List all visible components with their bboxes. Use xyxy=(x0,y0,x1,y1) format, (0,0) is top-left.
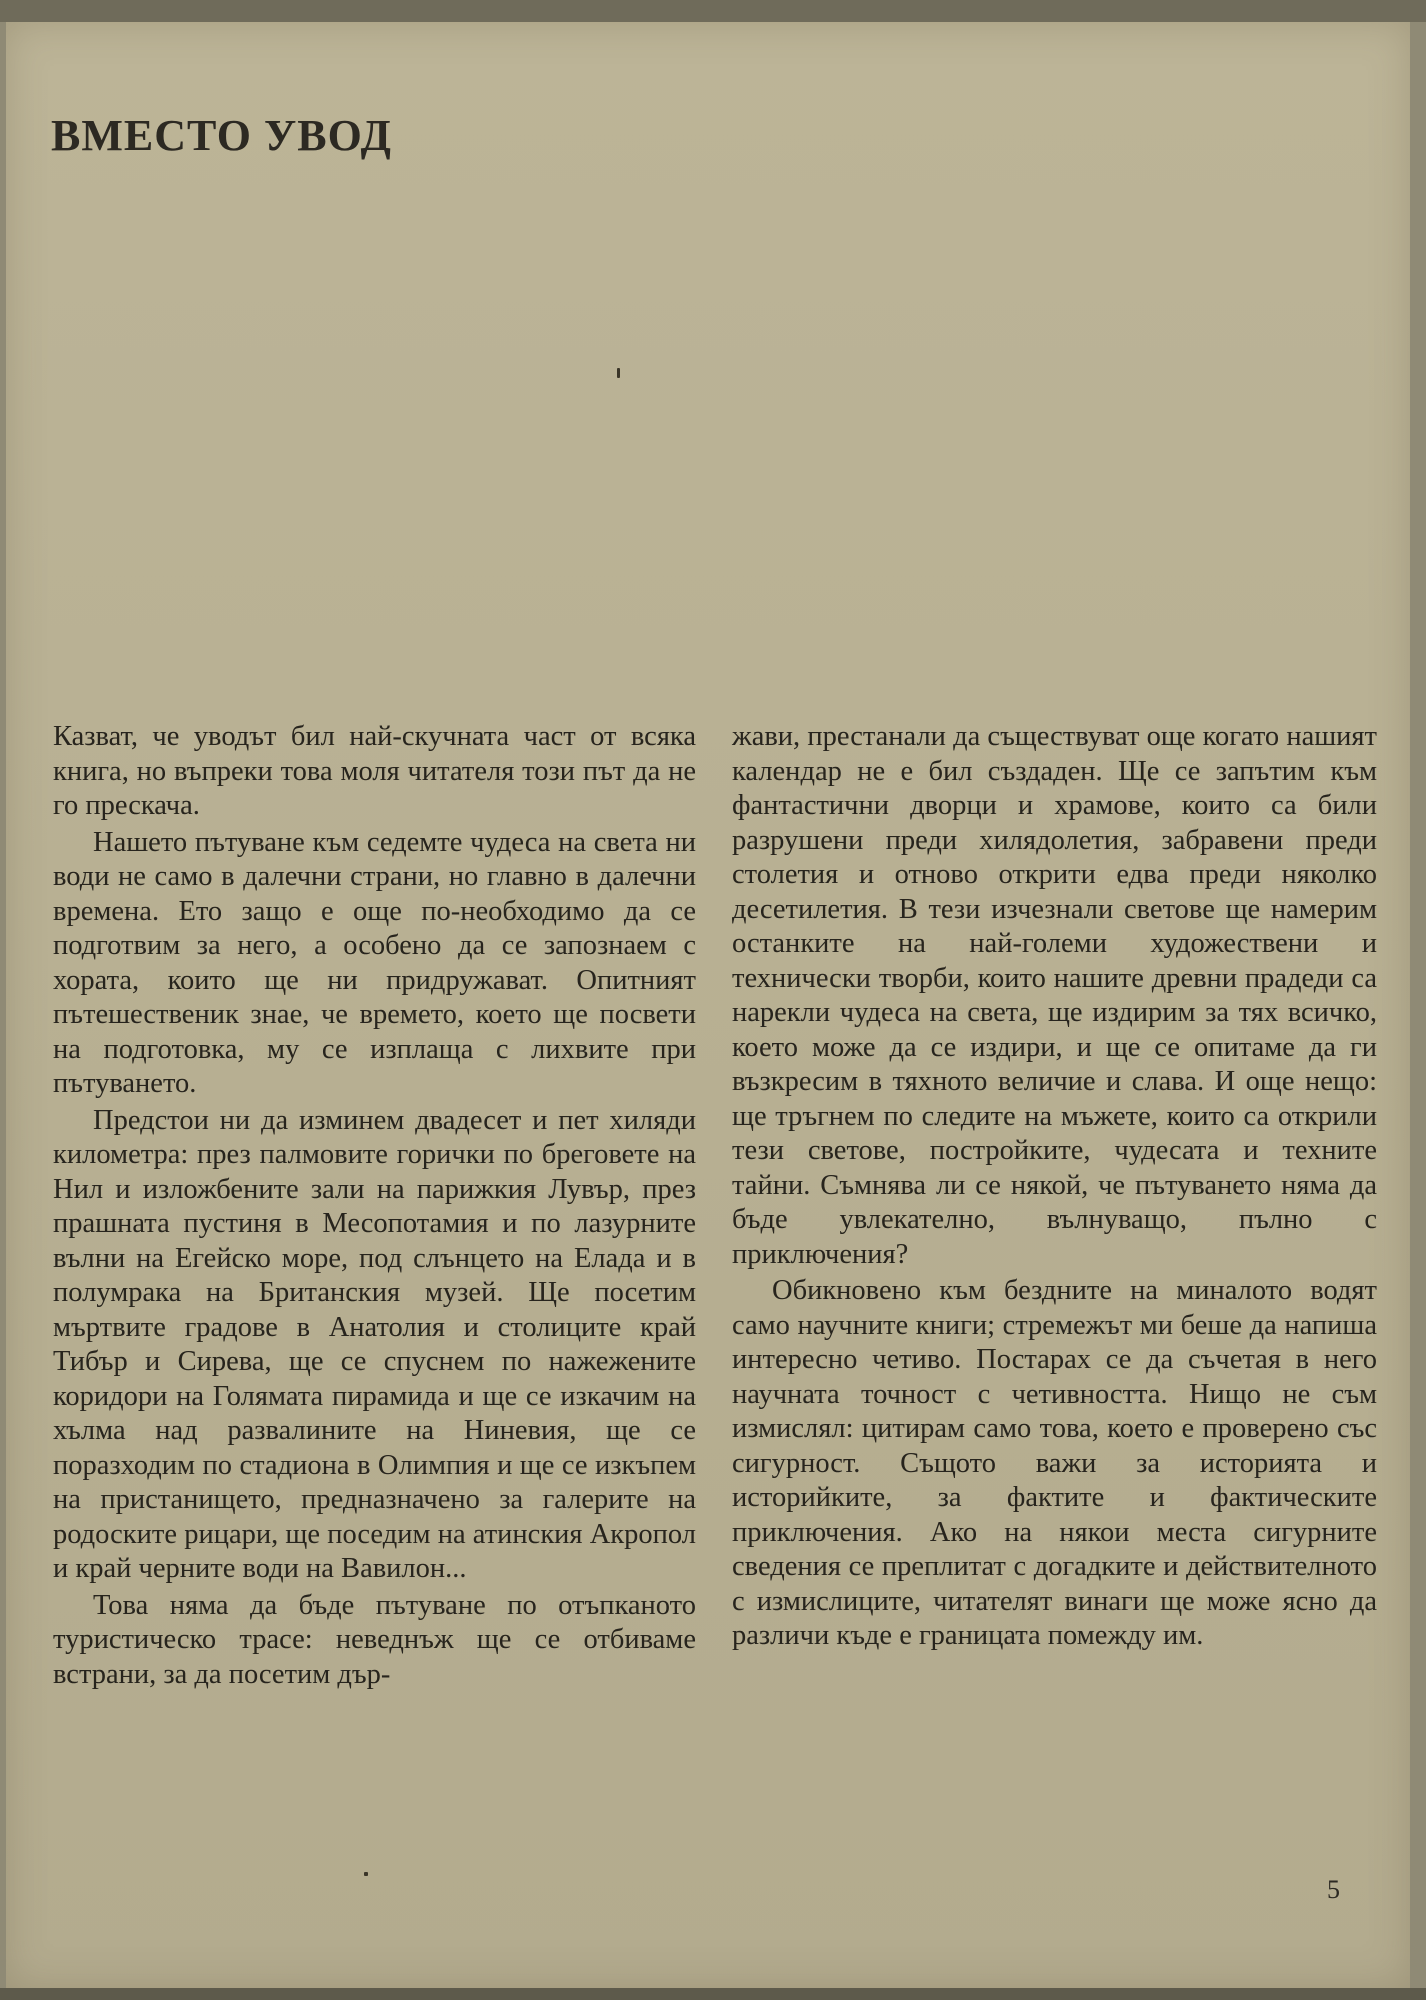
book-page xyxy=(6,22,1410,1988)
chapter-title: ВМЕСТО УВОД xyxy=(51,111,392,160)
ink-speck xyxy=(617,368,620,378)
paragraph: Това няма да бъде пътуване по отъпканото туристическо трасе: неведнъж ще се отбиваме встрани, за да посетим дър- xyxy=(53,1589,696,1690)
paragraph: Обикновено към бездните на миналото водят само научните книги; стремежът ми беше да напиша интересно четиво. Постарах се да съчетая в него научната точност с четивността. Нищо не съм измислял: цитирам само това, което е проверено със сигурност. Същото важи за историята и историйките, за фактите и фактическите приключения. Ако на някои места сигурните сведения се преплитат с догадките и действителното с измислиците, читателят винаги ще може ясно да различи къде е границата помежду им. xyxy=(732,1275,1377,1651)
ink-speck xyxy=(364,1872,368,1876)
left-text-column xyxy=(53,720,696,1694)
bottom-background-edge xyxy=(0,1988,1426,2000)
page-number: 5 xyxy=(1327,1875,1340,1904)
right-text-column xyxy=(732,720,1377,1656)
top-background-edge xyxy=(0,0,1426,22)
paragraph: Предстои ни да изминем двадесет и пет хиляди километра: през палмовите горички по бреговете на Нил и изложбените зали на парижкия Лувър, през прашната пустиня в Месопотамия и по лазурните вълни на Егейско море, под слънцето на Елада и в полумрака на Британския музей. Ще посетим мъртвите градове в Анатолия и столиците край Тибър и Сирева, ще се спуснем по нажежените коридори на Голямата пирамида и ще се изкачим на хълма над развалините на Ниневия, ще се поразходим по стадиона в Олимпия и ще се изкъпем на пристанището, предназначено за галерите на родоските рицари, ще поседим на атинския Акропол и край черните води на Вавилон... xyxy=(53,1104,696,1584)
paragraph: жави, престанали да съществуват още когато нашият календар не е бил създаден. Ще се запътим към фантастични дворци и храмове, които са били разрушени преди хилядолетия, забравени преди столетия и отново открити едва преди няколко десетилетия. В тези изчезнали светове ще намерим останките на най-големи художествени и технически творби, които нашите древни прадеди са нарекли чудеса на света, ще издирим за тях всичко, което може да се издири, и ще се опитаме да ги възкресим в тяхното величие и слава. И още нещо: ще тръгнем по следите на мъжете, които са открили тези светове, постройките, чудесата и техните тайни. Съмнява ли се някой, че пътуването няма да бъде увлекателно, вълнуващо, пълно с приключения? xyxy=(732,721,1377,1270)
paragraph: Казват, че уводът бил най-скучната част от всяка книга, но въпреки това моля читателя този път да не го прескача. xyxy=(53,721,696,821)
paragraph: Нашето пътуване към седемте чудеса на света ни води не само в далечни страни, но главно в далечни времена. Ето защо е още по-необходимо да се подготвим за него, а особено да се запознаем с хората, които ще ни придружават. Опитният пътешественик знае, че времето, което ще посвети на подготовка, му се изплаща с лихвите при пътуването. xyxy=(53,826,696,1099)
